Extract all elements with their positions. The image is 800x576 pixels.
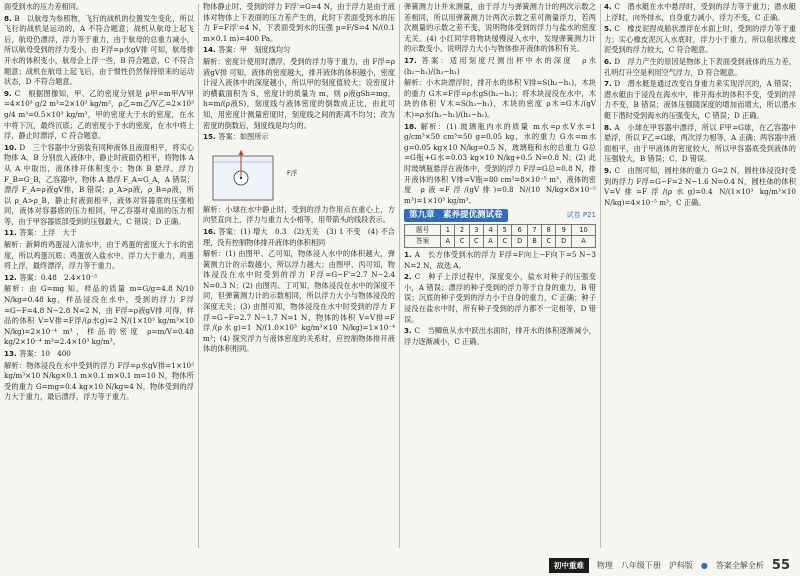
answer-item [604,166,796,208]
answer-item [203,249,395,355]
question-number: 10. [4,142,20,152]
table-question-number: 7 [527,224,541,236]
answer-item [404,78,596,120]
question-number: 6. [604,56,615,66]
answer-item [203,205,395,226]
table-answer-cell: B [527,236,541,248]
question-number: 7. [604,79,615,89]
answer-item [203,57,395,131]
table-question-number: 8 [542,224,556,236]
circle-icon: ● [700,560,708,570]
table-answer-cell: C [498,236,512,248]
answer-text: 解析：密度计使用时漂浮，受到的浮力等于重力，由 F浮=ρ液gV排 可知，液体的密度越大，排开液体的体积越小，密度计浸入液体中的深度越小，所以甲的刻度值较大；设密度计的横截面积为 S，密度计的质量为 m，则 ρ液gSh=mg，h=m/(ρ液S)，刻度线与液体密度的倒数成正比，由此可知，用密度计测量密度时，刻度线之间的距离不均匀；改为密度的倒数后，刻度线是均匀的。 [203,56,395,130]
column-divider [600,4,601,548]
question-number: 3. [404,326,415,336]
answer-item [4,349,194,360]
section-header [404,209,596,222]
table-question-number: 2 [455,224,469,236]
answer-text: 答案：适用刻度尺测出杯中水的深度 ρ水(h₂−h₁)/(h₃−h₁) [404,55,596,76]
answer-text: 解析：小球在水中静止时，受到的浮力作用点在重心上，方向竖直向上，浮力与重力大小相等，用带箭头的线段表示。 [203,204,395,225]
answer-text: D 浮力产生的原因是物体上下表面受到液体的压力差，孔明灯升空是利用空气浮力，D 符合题意。 [604,56,796,77]
answer-item [604,123,796,165]
table-question-number: 题号 [405,224,441,236]
answer-item [604,57,796,78]
table-question-number: 4 [484,224,498,236]
table-question-number: 3 [469,224,483,236]
page-number: 55 [771,557,790,573]
answer-text: B 以航母为参照物，飞行的战机的位置发生变化，所以飞行的战机是运动的，A 不符合题意；战机从航母上起飞后，航母仍漂浮，浮力等于重力，由于航母的总重力减小，所以航母受到的浮力变小，由 F浮=ρ水gV排 可知，航母排开水的体积变小，航母会上浮一些，B 符合题意，C 不符合题意；战机在航母上起飞后，由于惯性仍然保持原来的运动状态，D 不符合题意。 [4,13,194,87]
question-number: 15. [203,132,219,142]
footer-subject: 物理 八年级下册 沪科版 [596,560,693,570]
answer-item [404,2,596,55]
column-4 [604,2,796,550]
answer-text: 面受到水的压力差相同。 [4,2,84,11]
table-answer-cell: C [542,236,556,248]
section-reference: 试卷 P21 [566,211,596,220]
answer-item [203,45,395,56]
answer-item [404,272,596,325]
buoyancy-figure [211,146,395,202]
answer-item [4,89,194,142]
answer-text: 答案：10 400 [19,349,71,358]
answer-item [203,132,395,143]
question-number: 9. [4,88,15,98]
table-question-number: 10 [571,224,595,236]
question-number: 13. [4,349,20,358]
question-number: 8. [4,13,15,23]
ball-in-water-diagram [211,146,281,202]
answer-text: C 由图可知，圆柱体的重力 G=2 N，圆柱体浸没时受到的浮力 F浮=G−F=2 N−1.6 N=0.4 N，圆柱体的体积 V=V排=F浮/(ρ水g)=0.4 N/(1×10³ kg/m³×10 N/kg)=4×10⁻⁵ m³，C 正确。 [604,165,796,207]
answer-text: C 潜水艇在水中悬浮时，受到的浮力等于重力；潜水艇上浮时，向外排水，自身重力减小，浮力不变，C 正确。 [604,2,796,22]
table-answer-cell: A [484,236,498,248]
answer-item [604,2,796,23]
table-answer-cell: D [556,236,572,248]
answer-item [404,56,596,77]
answer-text: C 根据图像知，甲、乙的密度分别是 ρ甲=m甲/V甲=4×10³ g/2 m³=2×10³ kg/m³，ρ乙=m乙/V乙=2×10³ g/4 m³=0.5×10³ kg/m³，甲的密度大于水的密度，在水中将下沉，最终沉底；乙的密度小于水的密度，在水中将上浮，静止时漂浮，C 符合题意。 [4,88,194,141]
answer-item [404,122,596,207]
table-question-number: 9 [556,224,572,236]
question-number: 16. [203,226,219,236]
column-3 [404,2,596,550]
answer-table [404,224,596,248]
answer-text: C 橡皮泥捏成船状漂浮在水面上时，受到的浮力等于重力；实心橡皮泥沉入水底时，浮力小于重力，所以船状橡皮泥受到的浮力较大，C 符合题意。 [604,24,796,55]
question-number: 14. [203,45,219,55]
answer-text: D 三个容器中分别装有同种液体且液面相平，将实心物体 A、B 分别放入液体中，静止时液面仍相平，将物体 A 从 A 中取出，液体排开体积变小；物体 B 悬浮，浮力 F_B=G_B，乙容器中，物体 A 悬浮 F_A=G_A，A 错误；漂浮 F_A=ρ液gV排，B 错误；ρ_A>ρ液，ρ_B=ρ液，所以 ρ_A>ρ_B，静止时液面相平，液体对容器底的压强相同，液体对容器底的压力相同，甲乙容器对桌面的压力相等，由于甲容器底部受到的压强最大，C 错误；D 正确。 [4,142,194,226]
answer-item [4,273,194,284]
answer-item [404,250,596,271]
answer-item [4,240,194,272]
table-answer-cell: A [571,236,595,248]
answer-text: 解析：(1) 由图甲、乙可知，物体浸入水中的体积越大，弹簧测力计的示数越小，所以浮力越大；由图甲、丙可知，物体浸没在水中时受到的浮力 F浮=G−F'=2.7 N−2.4 N=0.3 N；(2) 由图丙、丁可知，物体浸没在水中的深度不同，但弹簧测力计的示数相同，所以浮力大小与物体浸没的深度无关；(3) 由图可知，物体浸没在水中时受到的浮力 F浮=G−F=2.7 N−1.7 N=1 N，物体的体积 V=V排=F浮/(ρ水g)=1 N/(1.0×10³ kg/m³×10 N/kg)=1×10⁻⁴ m³；(4) 探究浮力与液体密度的关系时，应控制物体排开液体的体积相同。 [203,249,395,354]
column-1 [4,2,194,550]
table-answer-cell: 答案 [405,236,441,248]
answer-text: A 长方体受到水的浮力 F浮=F向上−F向下=5 N−3 N=2 N，故选 A。 [404,250,596,270]
question-number: 17. [404,55,422,65]
answer-text: 解析：小木块漂浮时，排开水的体积 V排=S(h₂−h₁)，木块的重力 G木=F浮=ρ水gS(h₂−h₁)；将木块浸没在水中，木块的体积 V木=S(h₃−h₁)，木块的密度 ρ木=G木/(gV木)=ρ水(h₂−h₁)/(h₃−h₁)。 [404,78,596,119]
answer-item [604,79,796,121]
table-answer-cell: D [512,236,528,248]
question-number: 9. [604,165,615,175]
answer-item [4,2,194,13]
column-divider [198,4,199,548]
answer-text: A 小球在甲容器中漂浮，所以 F甲=G球，在乙容器中悬浮，所以 F乙=G球，两次浮力相等，A 正确；两容器中液面相平，由于甲液体的密度较大，所以甲容器底受到液体的压强较大，B 错误；C、D 错误。 [604,122,796,164]
answer-item [4,284,194,348]
answer-text: 答案：甲 刻度线均匀 [218,45,291,55]
answer-text: 答案：0.48 2.4×10⁻⁵ [19,272,98,282]
answer-text: 答案：上浮 大于 [19,228,77,238]
answer-text: D 潜水艇是通过改变自身重力来实现浮沉的，A 错误；潜水艇由于浸没在海水中，排开海水的体积不变，受到的浮力不变，B 错误；液体压强随深度的增加而增大，所以潜水艇下潜时受到海水的压强变大，C 错误；D 正确。 [604,79,796,120]
table-answer-cell: C [469,236,483,248]
answer-item [203,2,395,44]
question-number: 2. [404,272,415,282]
answer-text: 答案：(1) 增大 0.3 (2)无关 (3) 1 不变 (4) 不合理，没有控制物体排开液体的体积相同 [203,226,395,247]
answer-item [604,24,796,56]
question-number: 12. [4,272,20,282]
answer-item [203,227,395,248]
answer-item [404,326,596,347]
answer-item [4,228,194,239]
table-answer-cell: C [455,236,469,248]
question-number: 11. [4,228,20,238]
answer-text: C 种子上浮过程中，深度变小，盐水对种子的压强变小，A 错误；漂浮的种子受到的浮力等于自身的重力，B 错误；沉底的种子受到的浮力小于自身的重力，C 正确；种子浸没在盐水中时，所有种子受到的浮力都不一定相等，D 错误。 [404,272,596,324]
question-number: 1. [404,250,415,260]
table-question-number: 5 [498,224,512,236]
answer-text: 解析：新鲜的鸡蛋浸入清水中，由于鸡蛋的密度大于水的密度，所以鸡蛋沉底；鸡蛋放入盐水中，浮力大于重力，鸡蛋将上浮，最终漂浮，浮力等于重力。 [4,240,194,271]
answer-text: C 当鲫鱼从水中跃出水面时，排开水的体积逐渐减小，浮力逐渐减小，C 正确。 [404,326,596,346]
answer-item [4,14,194,88]
column-2 [203,2,395,550]
question-number: 5. [604,24,615,34]
question-number: 18. [404,121,421,131]
footer-answer-label: 答案全解全析 [715,560,764,570]
answer-item [4,361,194,403]
answer-text: 解析：物体浸没在水中受到的浮力 F浮=ρ水gV排=1×10³ kg/m³×10 N/kg×0.1 m×0.1 m×0.1 m=10 N，物体所受的重力 G=mg=0.4 kg×10 N/kg=4 N，物体受到的浮力大于重力，最后漂浮，浮力等于重力。 [4,360,194,402]
column-divider [399,4,400,548]
question-number: 4. [604,2,615,11]
section-title: 第九章 素养提优测试卷 [404,209,508,222]
answer-item [4,143,194,228]
table-answer-cell: A [441,236,455,248]
question-number: 8. [604,122,615,132]
figure-force-label: F浮 [287,169,298,178]
answer-text: 解析：由 G=mg 知，样品的质量 m=G/g=4.8 N/10 N/kg=0.48 kg，样品浸没在水中，受到的浮力 F浮=G−F=4.8 N−2.8 N=2 N，由 F浮=ρ液gV排 可得，样品的体积 V=V排=F浮/(ρ水g)=2 N/(1×10³ kg/m³×10 N/kg)=2×10⁻⁴ m³，样品的密度 ρ=m/V=0.48 kg/2×10⁻⁴ m³=2.4×10³ kg/m³。 [4,284,194,347]
answer-text: 弹簧测力计并未测量，由于浮力与弹簧测力计的两次示数之差相同，所以用弹簧测力计两次示数之差可测量浮力，若两次测量的示数之差不变，说明物体受到的浮力与盐水的密度无关。(4) 小红同学将物块缓慢浸入水中，发现弹簧测力计的示数变小，说明浮力大小与物体排开液体的体积有关。 [404,2,596,54]
answer-text: 答案：如图所示 [218,132,269,142]
answer-text: 解析：(1) 玻璃瓶内水的质量 m水=ρ水V水=1 g/cm³×50 cm³=50 g=0.05 kg，水的重力 G水=m水g=0.05 kg×10 N/kg=0.5 N，玻璃瓶和水的总重力 G总=G瓶+G水=0.03 kg×10 N/kg+0.5 N=0.8 N；(2) 此时玻璃瓶悬浮在液体中，受到的浮力 F浮=G总=0.8 N，排开液体的体积 V排=V瓶=80 cm³=8×10⁻⁵ m³，液体的密度 ρ液=F浮/(gV排)=0.8 N/(10 N/kg×8×10⁻⁵ m³)=1×10³ kg/m³。 [404,121,596,205]
table-question-number: 6 [512,224,528,236]
table-question-number: 1 [441,224,455,236]
answer-text: 物体静止时，受到的浮力 F浮'=G=4 N，由于浮力是由于液体对物体上下表面的压力差产生的，此时下表面受到水的压力 F=F浮'=4 N，下表面受到水的压强 p=F/S=4 N/(0.1 m×0.1 m)=400 Pa。 [203,2,395,43]
brand-logo: 初中重难 [549,558,589,573]
page-footer [0,554,800,576]
